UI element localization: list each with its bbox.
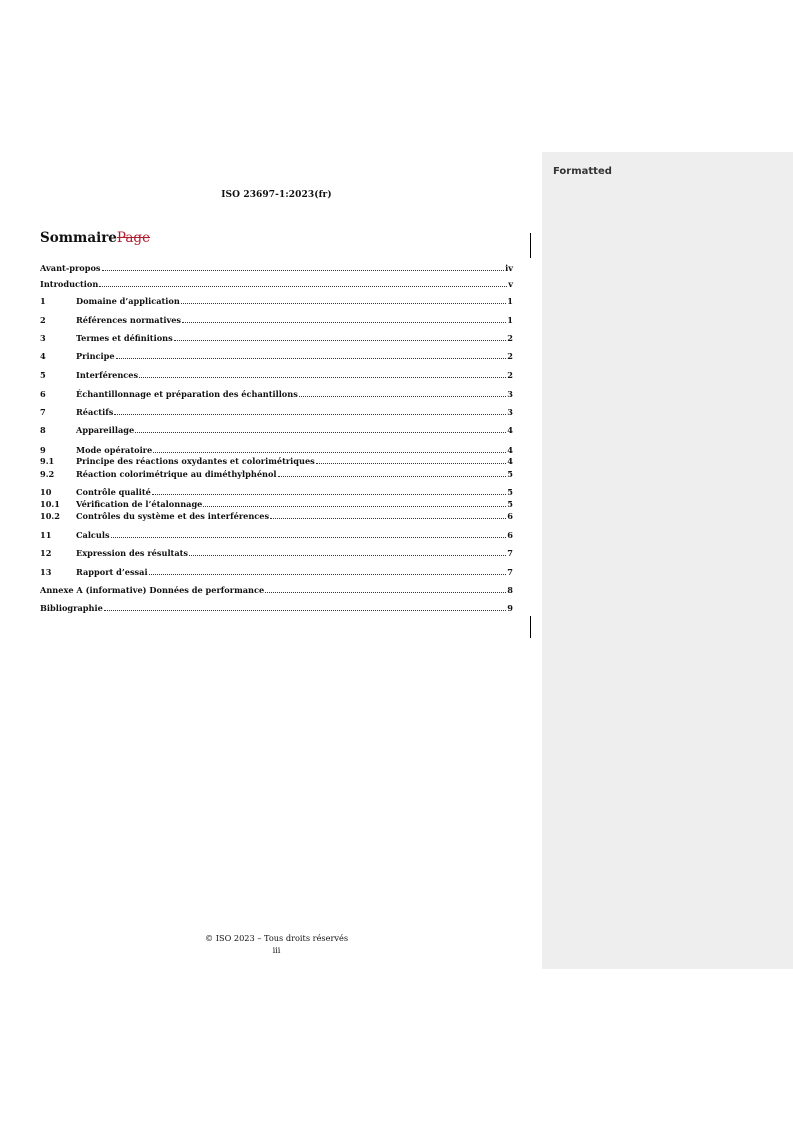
toc-entry-page: 7: [507, 567, 513, 577]
toc-dot-leader: [174, 339, 507, 341]
toc-dot-leader: [265, 591, 506, 593]
toc-dot-leader: [278, 475, 507, 477]
toc-entry-number: 10.2: [40, 511, 60, 521]
toc-entry-number: 11: [40, 530, 52, 540]
toc-dot-leader: [182, 321, 506, 323]
toc-entry-page: 2: [507, 370, 513, 380]
toc-entry-number: 13: [40, 567, 52, 577]
toc-entry[interactable]: [40, 263, 513, 274]
toc-entry-label: Interférences: [76, 370, 139, 380]
toc-entry-page: 8: [507, 585, 513, 595]
toc-entry-label: Contrôle qualité: [76, 487, 151, 497]
toc-entry-number: 9: [40, 445, 46, 455]
toc-entry-page: 5: [507, 487, 513, 497]
toc-dot-leader: [316, 462, 507, 464]
toc-entry[interactable]: [40, 296, 513, 307]
toc-entry-label: Avant-propos: [40, 263, 101, 273]
toc-entry-number: 9.1: [40, 456, 55, 466]
toc-entry[interactable]: [40, 407, 513, 418]
toc-entry-label: Introduction: [40, 279, 99, 289]
toc-entry[interactable]: [40, 567, 513, 578]
toc-dot-leader: [149, 573, 507, 575]
toc-entry-page: 4: [507, 425, 513, 435]
change-bar: [530, 616, 531, 638]
toc-entry-label: Vérification de l’étalonnage: [76, 499, 203, 509]
toc-entry-number: 9.2: [40, 469, 55, 479]
toc-entry-number: 10: [40, 487, 52, 497]
page-number: iii: [272, 945, 281, 955]
toc-entry-page: 4: [507, 456, 513, 466]
toc-entry-label: Références normatives: [76, 315, 182, 325]
toc-dot-leader: [189, 554, 506, 556]
toc-dot-leader: [99, 285, 507, 287]
toc-entry-page: 1: [507, 296, 513, 306]
document-header: ISO 23697-1:2023(fr): [221, 190, 332, 200]
toc-title-text: Sommaire: [40, 230, 117, 246]
toc-dot-leader: [116, 357, 507, 359]
toc-entry-number: 6: [40, 389, 46, 399]
toc-entry[interactable]: [40, 548, 513, 559]
toc-dot-leader: [135, 431, 506, 433]
toc-entry-number: 2: [40, 315, 46, 325]
toc-entry-number: 7: [40, 407, 46, 417]
toc-dot-leader: [203, 505, 506, 507]
toc-entry[interactable]: [40, 279, 513, 290]
toc-dot-leader: [299, 395, 506, 397]
toc-entry[interactable]: [40, 499, 513, 510]
toc-entry-label: Calculs: [76, 530, 110, 540]
toc-entry-page: v: [508, 279, 513, 289]
toc-entry[interactable]: [40, 333, 513, 344]
toc-entry[interactable]: [40, 469, 513, 480]
deleted-page-label: Page: [116, 230, 151, 246]
toc-entry-label: Appareillage: [76, 425, 135, 435]
toc-entry-label: Termes et définitions: [76, 333, 173, 343]
toc-entry[interactable]: [40, 603, 513, 614]
toc-dot-leader: [111, 536, 507, 538]
comment-label: Formatted: [553, 166, 612, 177]
toc-entry-number: 8: [40, 425, 46, 435]
toc-entry-label: Contrôles du système et des interférences: [76, 511, 270, 521]
change-bar: [530, 233, 531, 258]
toc-entry-number: 5: [40, 370, 46, 380]
toc-entry-page: 5: [507, 499, 513, 509]
toc-entry-label: Mode opératoire: [76, 445, 153, 455]
toc-entry-label: Expression des résultats: [76, 548, 189, 558]
toc-entry-label: Réactifs: [76, 407, 114, 417]
toc-dot-leader: [181, 302, 506, 304]
toc-dot-leader: [102, 269, 505, 271]
toc-entry-label: Principe: [76, 351, 115, 361]
toc-dot-leader: [139, 376, 506, 378]
toc-entry-page: 9: [507, 603, 513, 613]
toc-entry-number: 12: [40, 548, 52, 558]
toc-dot-leader: [104, 609, 507, 611]
toc-entry[interactable]: [40, 315, 513, 326]
toc-dot-leader: [152, 493, 506, 495]
toc-entry-label: Principe des réactions oxydantes et colorimétriques: [76, 456, 315, 466]
toc-entry-page: 1: [507, 315, 513, 325]
toc-entry[interactable]: [40, 389, 513, 400]
toc-entry-number: 10.1: [40, 499, 60, 509]
document-footer: [40, 932, 513, 956]
toc-entry[interactable]: [40, 370, 513, 381]
toc-entry-page: 6: [507, 511, 513, 521]
toc-entry[interactable]: [40, 351, 513, 362]
toc-title: [40, 230, 150, 246]
toc-entry-number: 4: [40, 351, 46, 361]
copyright-notice: © ISO 2023 – Tous droits réservés: [204, 933, 349, 943]
toc-entry-page: 6: [507, 530, 513, 540]
toc-entry-label: Réaction colorimétrique au diméthylphénol: [76, 469, 277, 479]
toc-entry-page: 4: [507, 445, 513, 455]
toc-entry-page: 5: [507, 469, 513, 479]
toc-entry-page: 2: [507, 351, 513, 361]
toc-entry-number: 3: [40, 333, 46, 343]
toc-entry[interactable]: [40, 456, 513, 467]
toc-dot-leader: [270, 517, 506, 519]
toc-dot-leader: [114, 413, 506, 415]
toc-entry[interactable]: [40, 511, 513, 522]
toc-entry-page: iv: [505, 263, 513, 273]
toc-entry-label: Annexe A (informative) Données de performance: [40, 585, 265, 595]
toc-entry[interactable]: [40, 487, 513, 498]
toc-entry-page: 7: [507, 548, 513, 558]
toc-entry-label: Domaine d’application: [76, 296, 180, 306]
toc-entry[interactable]: [40, 530, 513, 541]
toc-entry-label: Bibliographie: [40, 603, 103, 613]
toc-entry-page: 2: [507, 333, 513, 343]
toc-entry-label: Rapport d’essai: [76, 567, 148, 577]
toc-entry-page: 3: [507, 407, 513, 417]
toc-entry-number: 1: [40, 296, 46, 306]
toc-dot-leader: [153, 451, 506, 453]
toc-entry[interactable]: [40, 445, 513, 456]
toc-entry[interactable]: [40, 425, 513, 436]
toc-entry-page: 3: [507, 389, 513, 399]
toc-entry[interactable]: [40, 585, 513, 596]
toc-entry-label: Échantillonnage et préparation des échantillons: [76, 389, 298, 399]
comment-pane: [542, 152, 793, 969]
